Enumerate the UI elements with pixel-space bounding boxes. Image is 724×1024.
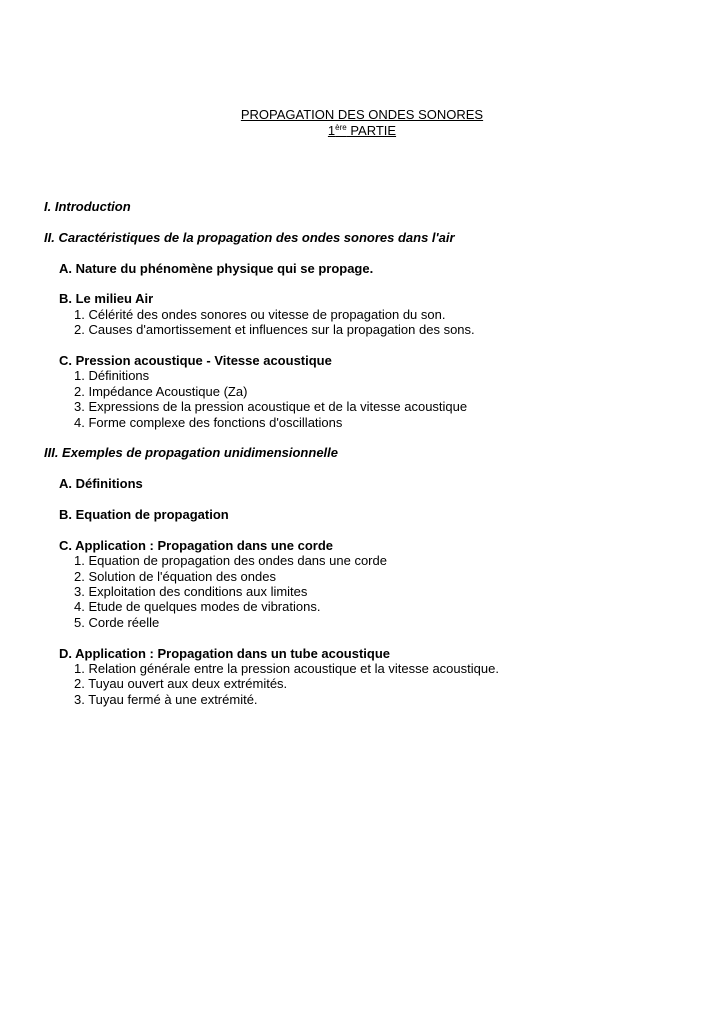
list-item: 1. Relation générale entre la pression acoustique et la vitesse acoustique.: [74, 661, 499, 677]
section-heading-3: III. Exemples de propagation unidimensionnelle: [44, 445, 338, 461]
subsection-3a: [44, 476, 704, 491]
list-item: 4. Etude de quelques modes de vibrations.: [74, 599, 321, 615]
title-part-superscript: ère: [335, 123, 347, 132]
title-line-2: [0, 123, 724, 139]
subsection-heading: C. Application : Propagation dans une corde: [59, 537, 333, 553]
document-title: [0, 107, 724, 139]
list-item: 2. Solution de l'équation des ondes: [74, 568, 276, 584]
subsection-heading: B. Equation de propagation: [59, 507, 229, 523]
list-item: 1. Equation de propagation des ondes dans une corde: [74, 553, 387, 569]
subsection-heading: C. Pression acoustique - Vitesse acoustique: [59, 353, 332, 368]
list-item: 2. Tuyau ouvert aux deux extrémités.: [74, 676, 288, 692]
subsection-heading: A. Définitions: [59, 476, 143, 492]
list-item: 3. Expressions de la pression acoustique et de la vitesse acoustique: [74, 399, 468, 415]
subsection-2b: [44, 291, 704, 337]
table-of-contents: [44, 199, 704, 723]
subsection-3b: [44, 507, 704, 522]
subsection-heading: A. Nature du phénomène physique qui se propage.: [59, 260, 374, 276]
subsection-3d: [44, 646, 704, 708]
list-item: 2. Causes d'amortissement et influences sur la propagation des sons.: [74, 322, 475, 338]
list-item: 3. Exploitation des conditions aux limites: [74, 584, 308, 600]
subsection-2a: [44, 261, 704, 276]
list-item: 1. Définitions: [74, 368, 150, 384]
list-item: 5. Corde réelle: [74, 614, 160, 630]
list-item: 2. Impédance Acoustique (Za): [74, 383, 248, 399]
section-heading-2: II. Caractéristiques de la propagation des ondes sonores dans l'air: [44, 229, 455, 245]
subsection-3c: [44, 538, 704, 630]
subsection-heading: B. Le milieu Air: [59, 291, 154, 307]
title-line-1: PROPAGATION DES ONDES SONORES: [240, 107, 484, 122]
title-part-number: 1ère PARTIE: [327, 123, 397, 138]
subsection-2c: [44, 353, 704, 430]
section-heading-1: I. Introduction: [44, 199, 131, 214]
list-item: 1. Célérité des ondes sonores ou vitesse de propagation du son.: [74, 306, 446, 322]
list-item: 4. Forme complexe des fonctions d'oscillations: [74, 414, 343, 430]
list-item: 3. Tuyau fermé à une extrémité.: [74, 691, 258, 707]
subsection-heading: D. Application : Propagation dans un tube acoustique: [59, 645, 391, 661]
